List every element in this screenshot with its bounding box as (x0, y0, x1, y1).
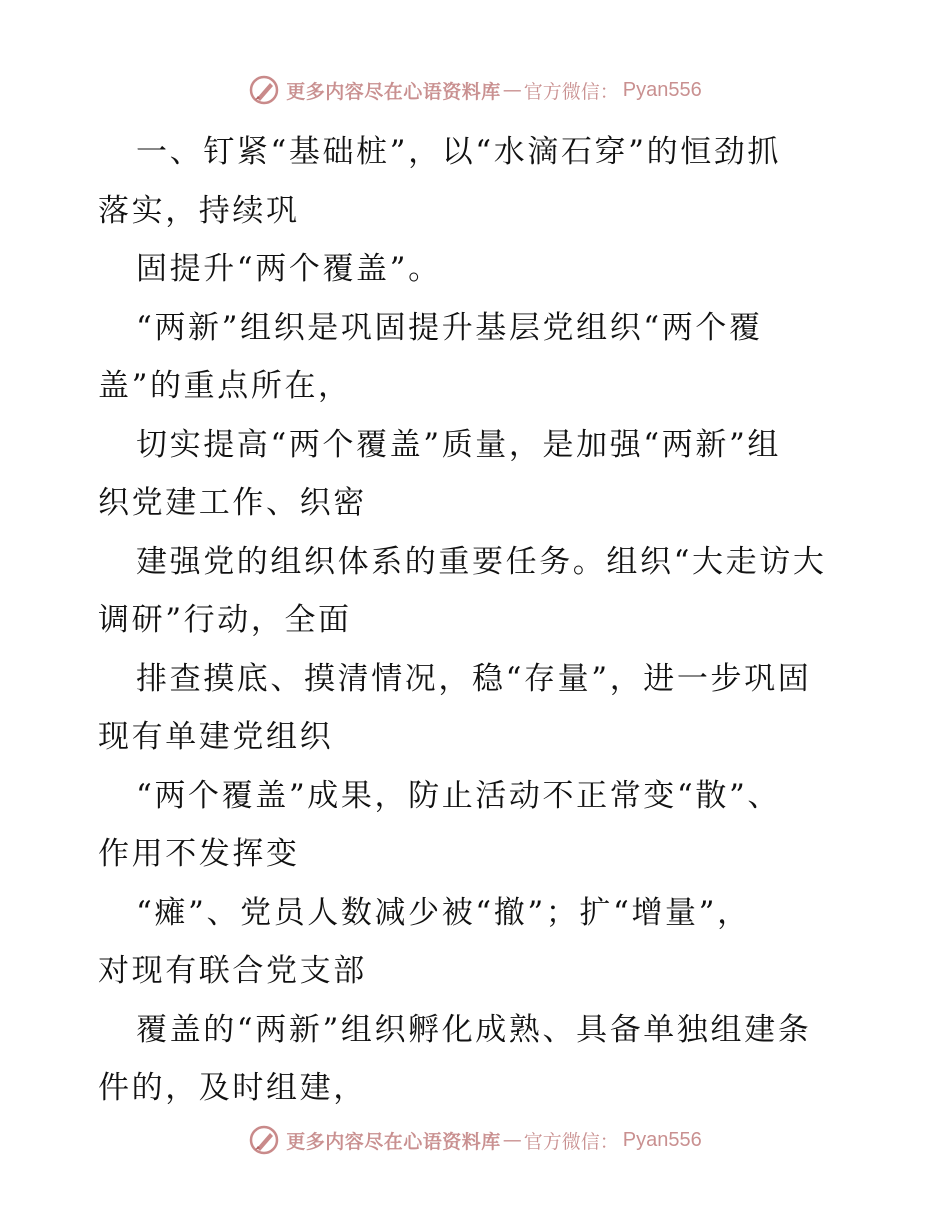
document-line: 调研”行动，全面 (98, 602, 352, 638)
header-banner (0, 70, 950, 110)
header-wechat-label: 官方微信： (523, 80, 619, 103)
document-line: 切实提高“两个覆盖”质量，是加强“两新”组 (136, 426, 781, 463)
header-promo-text: 更多内容尽在心语资料库 (286, 80, 501, 103)
document-line: 覆盖的“两新”组织孵化成熟、具备单独组建条 (136, 1011, 812, 1048)
document-line: 盖”的重点所在， (98, 368, 352, 404)
document-line: 织党建工作、织密 (98, 485, 367, 521)
document-line: 固提升“两个覆盖”。 (136, 251, 442, 287)
footer-banner (0, 1120, 950, 1160)
document-line: 现有单建党组织 (98, 719, 334, 755)
document-line: “瘫”、党员人数减少被“撤”；扩“增量”， (136, 894, 751, 931)
footer-wechat-id: Pyan556 (622, 1128, 702, 1151)
footer-wechat-label: 官方微信： (523, 1130, 619, 1153)
header-dash: — (502, 79, 522, 101)
pen-logo-icon (248, 1124, 280, 1156)
document-line: 件的，及时组建， (98, 1070, 367, 1106)
pen-logo-icon (248, 74, 280, 106)
document-line: 作用不发挥变 (98, 836, 300, 872)
footer-promo-text: 更多内容尽在心语资料库 (286, 1130, 501, 1153)
document-body (98, 123, 858, 1118)
document-line: 落实，持续巩 (98, 192, 300, 229)
document-line: “两新”组织是巩固提升基层党组织“两个覆 (136, 309, 763, 346)
footer-dash: — (502, 1129, 522, 1151)
document-line: 建强党的组织体系的重要任务。组织“大走访大 (136, 543, 827, 580)
document-line: 对现有联合党支部 (98, 953, 367, 989)
document-line: “两个覆盖”成果，防止活动不正常变“散”、 (136, 777, 781, 814)
document-line: 一、钉紧“基础桩”，以“水滴石穿”的恒劲抓 (136, 134, 781, 170)
header-wechat-id: Pyan556 (622, 78, 702, 101)
document-line: 排查摸底、摸清情况，稳“存量”，进一步巩固 (136, 660, 812, 697)
